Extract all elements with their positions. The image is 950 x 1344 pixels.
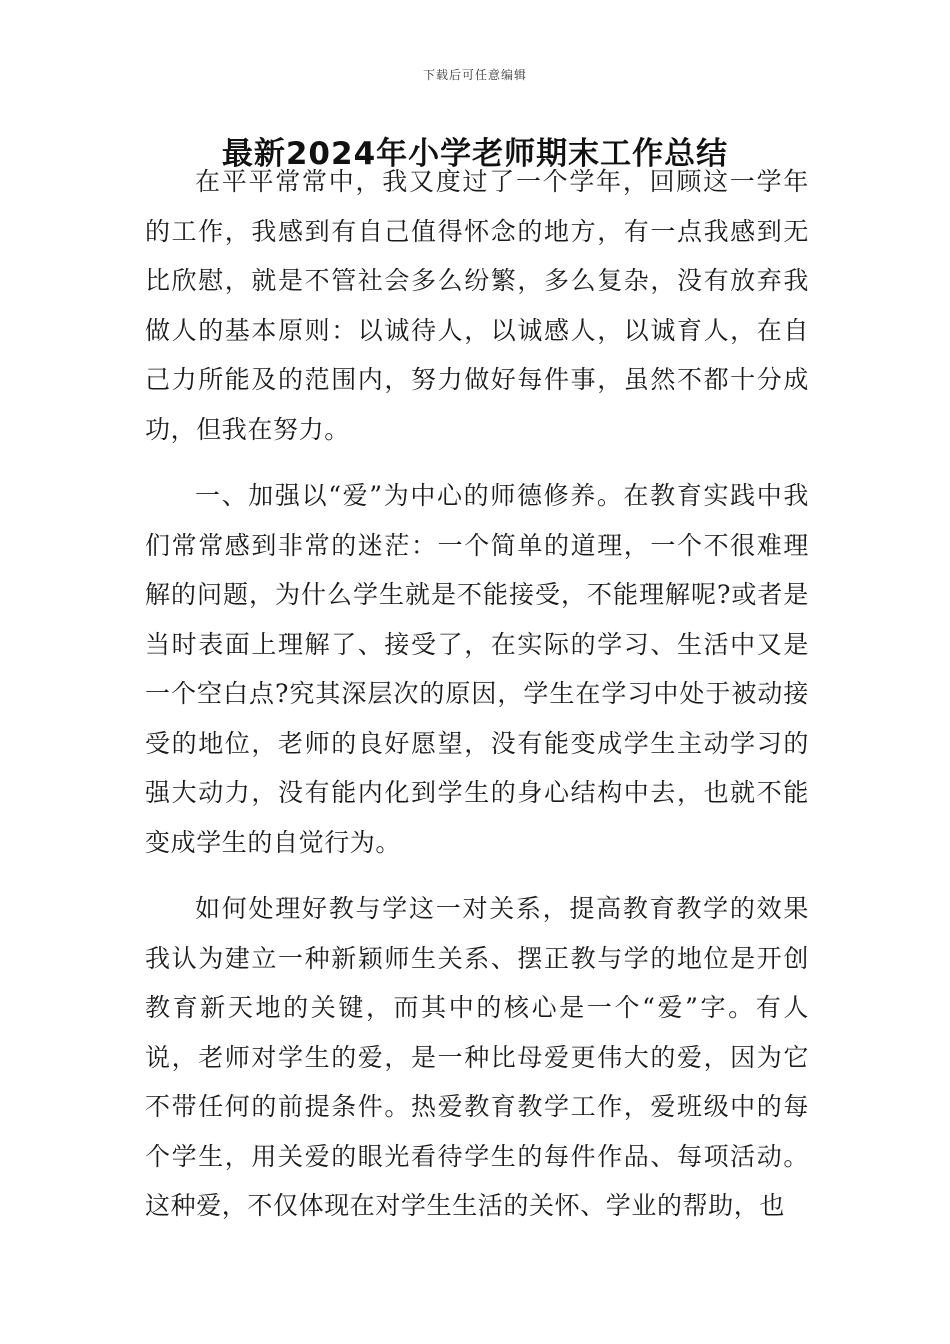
paragraph-2: 一、加强以“爱”为中心的师德修养。在教育实践中我们常常感到非常的迷茫：一个简单的道理，一个不很难理解的问题，为什么学生就是不能接受，不能理解呢?或者是当时表面上理解了、接受了，在实际的学习、生活中又是一个空白点?究其深层次的原因，学生在学习中处于被动接受的地位，老师的良好愿望，没有能变成学生主动学习的强大动力，没有能内化到学生的身心结构中去，也就不能变成学生的自觉行为。 — [145, 481, 809, 857]
document-body — [145, 157, 809, 1231]
paragraph-1: 在平平常常中，我又度过了一个学年，回顾这一学年的工作，我感到有自己值得怀念的地方，有一点我感到无比欣慰，就是不管社会多么纷繁，多么复杂，没有放弃我做人的基本原则：以诚待人，以诚感人，以诚育人，在自己力所能及的范围内，努力做好每件事，虽然不都十分成功，但我在努力。 — [145, 167, 809, 444]
header-note: 下载后可任意编辑 — [422, 68, 527, 82]
document-title: 最新2024年小学老师期末工作总结 — [221, 136, 729, 172]
paragraph-3: 如何处理好教与学这一对关系，提高教育教学的效果我认为建立一种新颖师生关系、摆正教与学的地位是开创教育新天地的关键，而其中的核心是一个“爱”字。有人说，老师对学生的爱，是一种比母爱更伟大的爱，因为它不带任何的前提条件。热爱教育教学工作，爱班级中的每个学生，用关爱的眼光看待学生的每件作品、每项活动。这种爱，不仅体现在对学生生活的关怀、学业的帮助，也 — [145, 894, 809, 1220]
